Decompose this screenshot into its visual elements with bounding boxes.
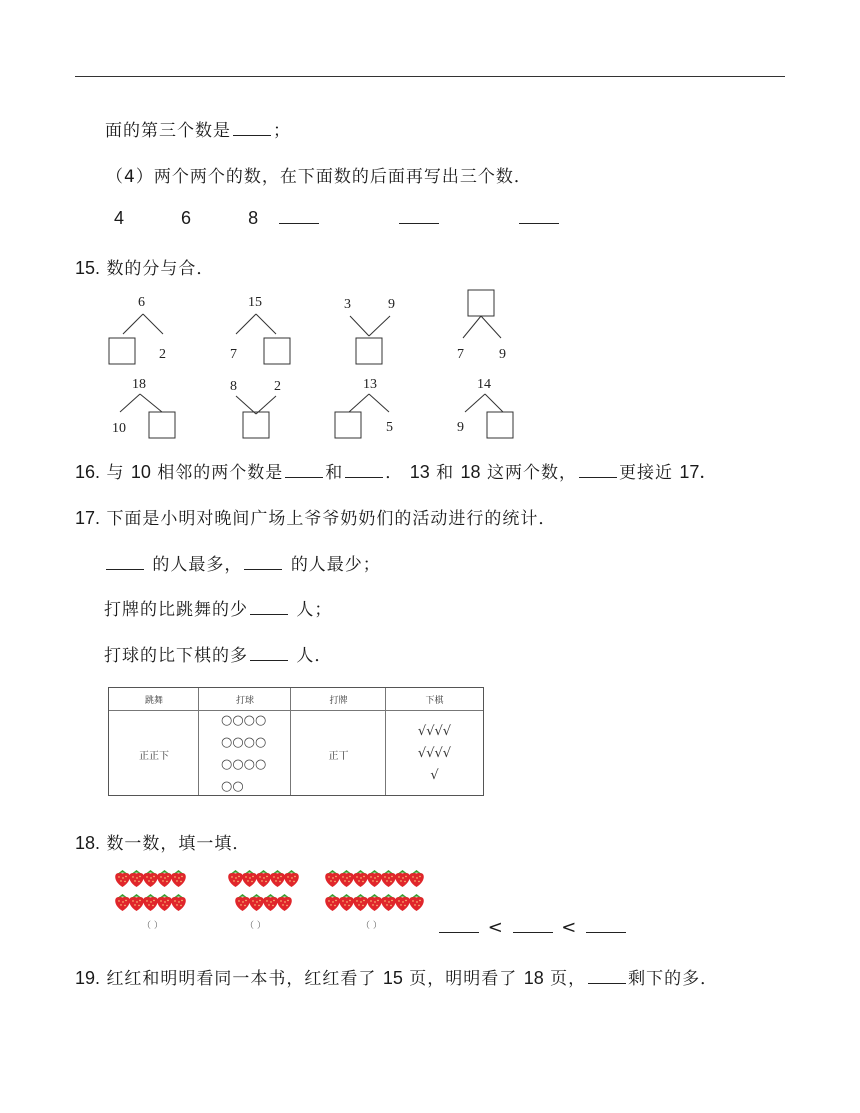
bond-right: 2: [159, 347, 166, 362]
tally-row: √√√√: [417, 746, 452, 761]
q16-text: 和: [325, 463, 344, 483]
q14-sequence: [114, 208, 561, 229]
answer-blank[interactable]: [399, 208, 439, 224]
tally-row: √√√√: [417, 724, 452, 739]
q16-text: 与: [106, 463, 125, 483]
q16-text: 和: [436, 463, 455, 483]
q17-text: 人．: [296, 646, 333, 666]
tally-row: ○○○○: [221, 735, 267, 750]
number-bond-4: [455, 290, 575, 370]
q18-heading: [75, 829, 250, 854]
question-number: 17.: [75, 508, 101, 528]
count-paren[interactable]: （ ）: [142, 921, 163, 931]
tally-row: ○○○○: [221, 757, 267, 772]
strawberry-icon: [283, 869, 300, 888]
answer-blank[interactable]: [345, 462, 383, 478]
answer-blank[interactable]: [250, 645, 288, 661]
answer-box[interactable]: [468, 290, 494, 316]
punct: ；: [273, 121, 291, 141]
q16-text: 这两个数，: [486, 463, 577, 483]
answer-box[interactable]: [109, 338, 135, 364]
less-than: <: [561, 917, 578, 938]
count-paren[interactable]: （ ）: [361, 921, 382, 931]
bond-top: 15: [248, 295, 262, 310]
activity-tally-table: [108, 687, 484, 796]
answer-blank[interactable]: [279, 208, 319, 224]
q19-text: 页，: [550, 969, 587, 989]
q16-text: 相邻的两个数是: [157, 463, 284, 483]
q17-line3: [104, 641, 332, 666]
seq-num: 4: [114, 208, 125, 228]
q16-number: 13: [409, 462, 430, 482]
bond-left: 9: [457, 420, 464, 435]
q19: [75, 964, 718, 989]
q16-number: 17．: [679, 462, 718, 482]
q15-heading: [75, 254, 214, 279]
tally-dance: 正正下: [139, 751, 169, 762]
question-text: 下面是小明对晚间广场上爷爷奶奶们的活动进行的统计．: [106, 509, 557, 529]
strawberry-icon: [170, 869, 187, 888]
q17-text: 打牌的比跳舞的少: [104, 600, 248, 620]
table-header: 下棋: [425, 696, 444, 706]
table-header-rule: [109, 710, 483, 711]
number-bond-6: [226, 376, 346, 456]
bond-right: 2: [274, 379, 281, 394]
table-header: 跳舞: [144, 696, 163, 706]
tally-row: ○○: [221, 779, 244, 794]
bond-top: 13: [363, 377, 377, 392]
strawberry-icon: [170, 893, 187, 912]
q17-line1: [104, 550, 381, 575]
tally-row: ○○○○: [221, 713, 267, 728]
q17-text: 的人最多，: [152, 555, 243, 575]
bond-right: 9: [388, 297, 395, 312]
q14-tail: [105, 116, 291, 141]
q16-number: 18: [460, 462, 481, 482]
number-bond-1: [105, 292, 225, 372]
bond-left: 7: [230, 347, 237, 362]
answer-blank[interactable]: [588, 968, 626, 984]
q16-text: 更接近: [618, 463, 673, 483]
question-text: 数的分与合．: [106, 259, 215, 279]
q19-text: 红红和明明看同一本书，红红看了: [106, 969, 377, 989]
q19-number: 18: [523, 968, 544, 988]
question-number: 15.: [75, 258, 101, 278]
answer-blank[interactable]: [250, 599, 288, 615]
bond-right: 9: [499, 347, 506, 362]
answer-blank[interactable]: [244, 554, 282, 570]
question-text: 数一数，填一填．: [106, 834, 251, 854]
bond-left: 8: [230, 379, 237, 394]
seq-num: 8: [248, 208, 259, 228]
answer-blank[interactable]: [106, 554, 144, 570]
question-number: 16.: [75, 462, 101, 482]
answer-box[interactable]: [356, 338, 382, 364]
table-header: 打球: [235, 696, 254, 706]
q16-number: 10: [130, 462, 151, 482]
seq-num: 6: [181, 208, 192, 228]
bond-left: 10: [112, 421, 126, 436]
answer-blank[interactable]: [439, 917, 479, 933]
strawberry-icon: [408, 893, 425, 912]
q14-part4-text: （4）两个两个的数，在下面数的后面再写出三个数．: [106, 167, 532, 187]
bond-left: 7: [457, 347, 464, 362]
bond-top: 6: [138, 295, 145, 310]
q17-text: 打球的比下棋的多: [104, 646, 248, 666]
q16-text: ．: [385, 463, 404, 483]
strawberry-icon: [276, 893, 293, 912]
q19-text: 页，明明看了: [409, 969, 518, 989]
question-number: 18.: [75, 833, 101, 853]
answer-box[interactable]: [335, 412, 361, 438]
answer-box[interactable]: [264, 338, 290, 364]
q14-part4: [106, 162, 532, 187]
bond-right: 5: [386, 420, 393, 435]
answer-blank[interactable]: [513, 917, 553, 933]
answer-blank[interactable]: [519, 208, 559, 224]
number-bond-2: [230, 292, 350, 372]
answer-box[interactable]: [149, 412, 175, 438]
number-bond-3: [342, 292, 462, 372]
answer-blank[interactable]: [285, 462, 323, 478]
number-bond-5: [112, 374, 232, 454]
q18-compare: [437, 917, 628, 938]
bond-top: 18: [132, 377, 146, 392]
q19-text: 剩下的多．: [628, 969, 719, 989]
answer-blank[interactable]: [586, 917, 626, 933]
number-bond-8: [455, 374, 575, 454]
answer-blank[interactable]: [233, 120, 271, 136]
tally-ball: [221, 710, 291, 798]
tally-chess: [386, 721, 483, 787]
q16: [75, 458, 717, 484]
answer-box[interactable]: [243, 412, 269, 438]
number-bond-7: [333, 374, 453, 454]
count-paren[interactable]: （ ）: [245, 921, 266, 931]
answer-box[interactable]: [487, 412, 513, 438]
question-number: 19.: [75, 968, 101, 988]
q17-line2: [104, 595, 332, 620]
q19-number: 15: [382, 968, 403, 988]
q17-text: 人；: [296, 600, 333, 620]
top-rule: [75, 76, 785, 77]
less-than: <: [487, 917, 504, 938]
q14-tail-text: 面的第三个数是: [105, 121, 231, 141]
table-header: 打牌: [329, 696, 348, 706]
bond-top: 14: [477, 377, 491, 392]
answer-blank[interactable]: [579, 462, 617, 478]
strawberry-icon: [408, 869, 425, 888]
tally-cards: 正丅: [328, 751, 349, 762]
q17-heading: [75, 504, 556, 529]
q17-text: 的人最少；: [290, 555, 381, 575]
bond-left: 3: [344, 297, 351, 312]
tally-row: √: [430, 768, 439, 783]
